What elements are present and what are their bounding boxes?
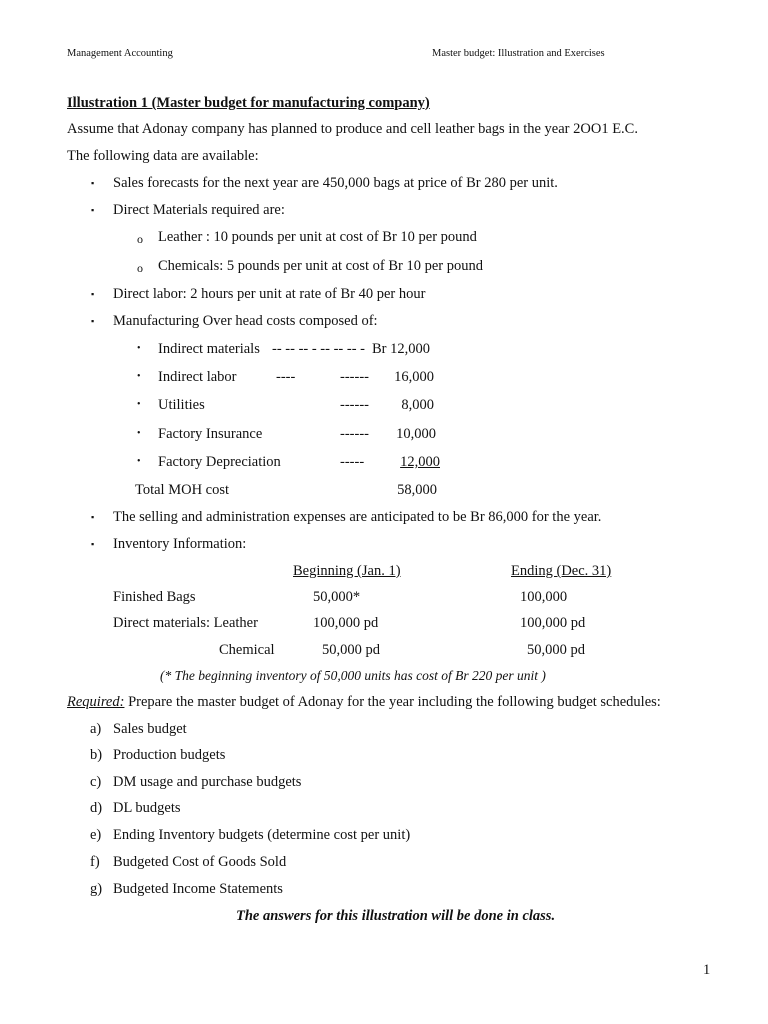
list-letter: e)	[90, 827, 102, 843]
moh-amount-indirect-materials: Br 12,000	[372, 341, 430, 357]
square-bullet-icon: ▪	[91, 205, 95, 215]
square-bullet-icon: ▪	[91, 289, 95, 299]
moh-label-factory-insurance: Factory Insurance	[158, 426, 263, 442]
round-bullet-icon: •	[137, 399, 141, 410]
page-number: 1	[703, 962, 711, 978]
moh-label-indirect-materials: Indirect materials	[158, 341, 260, 357]
col-header-ending: Ending (Dec. 31)	[511, 563, 612, 579]
moh-amount-factory-depreciation: 12,000	[400, 454, 440, 470]
moh-label-indirect-labor: Indirect labor	[158, 369, 237, 385]
dm-item-chemicals: Chemicals: 5 pounds per unit at cost of Br 10 per pound	[158, 258, 483, 274]
circle-bullet-icon: o	[137, 261, 143, 275]
list-letter: a)	[90, 721, 102, 737]
round-bullet-icon: •	[137, 343, 141, 354]
header-right: Master budget: Illustration and Exercises	[432, 48, 605, 59]
moh-dashes: -- -- -- - -- -- -- -	[272, 341, 365, 357]
moh-amount-indirect-labor: 16,000	[394, 369, 434, 385]
moh-dashes: ------	[340, 369, 369, 385]
round-bullet-icon: •	[137, 428, 141, 439]
inventory-ending-value: 100,000	[520, 589, 568, 605]
inventory-ending-value: 100,000 pd	[520, 615, 586, 631]
moh-dashes: ------	[340, 397, 369, 413]
moh-total-label: Total MOH cost	[135, 482, 230, 498]
list-item: Sales budget	[113, 721, 187, 737]
square-bullet-icon: ▪	[91, 178, 95, 188]
bullet-sales: Sales forecasts for the next year are 450,000 bags at price of Br 280 per unit.	[113, 175, 558, 191]
square-bullet-icon: ▪	[91, 316, 95, 326]
inventory-note: (* The beginning inventory of 50,000 units has cost of Br 220 per unit )	[160, 668, 546, 683]
square-bullet-icon: ▪	[91, 512, 95, 522]
inventory-beginning-value: 100,000 pd	[313, 615, 379, 631]
moh-total-amount: 58,000	[397, 482, 437, 498]
intro-line-2: The following data are available:	[67, 148, 259, 164]
list-item: Production budgets	[113, 747, 226, 763]
list-item: DM usage and purchase budgets	[113, 774, 302, 790]
bullet-moh: Manufacturing Over head costs composed of:	[113, 313, 378, 329]
inventory-beginning-value: 50,000 pd	[322, 642, 380, 658]
moh-amount-factory-insurance: 10,000	[396, 426, 436, 442]
col-header-beginning: Beginning (Jan. 1)	[293, 563, 401, 579]
round-bullet-icon: •	[137, 456, 141, 467]
dm-item-leather: Leather : 10 pounds per unit at cost of Br 10 per pound	[158, 229, 477, 245]
inventory-row-label: Direct materials: Leather	[113, 615, 258, 631]
inventory-ending-value: 50,000 pd	[527, 642, 585, 658]
inventory-beginning-value: 50,000*	[313, 589, 361, 605]
closing-note: The answers for this illustration will be done in class.	[236, 908, 556, 924]
list-letter: g)	[90, 881, 103, 897]
bullet-selling-admin: The selling and administration expenses are anticipated to be Br 86,000 for the year.	[113, 509, 602, 525]
moh-label-utilities: Utilities	[158, 397, 205, 413]
circle-bullet-icon: o	[137, 232, 143, 246]
required-paragraph	[67, 694, 661, 711]
header-left: Management Accounting	[67, 48, 173, 59]
moh-dashes: -----	[340, 454, 365, 470]
list-letter: d)	[90, 800, 103, 816]
bullet-direct-materials: Direct Materials required are:	[113, 202, 285, 218]
moh-dashes: ----	[276, 369, 296, 385]
inventory-row-label: Finished Bags	[113, 589, 196, 605]
bullet-inventory: Inventory Information:	[113, 536, 247, 552]
required-label: Required:	[67, 694, 125, 710]
list-item: DL budgets	[113, 800, 181, 816]
list-item: Budgeted Cost of Goods Sold	[113, 854, 287, 870]
moh-amount-utilities: 8,000	[401, 397, 434, 413]
square-bullet-icon: ▪	[91, 539, 95, 549]
round-bullet-icon: •	[137, 371, 141, 382]
moh-dashes: ------	[340, 426, 369, 442]
required-text: Prepare the master budget of Adonay for the year including the following budget schedules:	[124, 694, 661, 710]
page-title: Illustration 1 (Master budget for manufacturing company)	[67, 95, 430, 111]
list-letter: b)	[90, 747, 103, 763]
list-item: Ending Inventory budgets (determine cost per unit)	[113, 827, 411, 843]
inventory-row-label: Chemical	[219, 642, 275, 658]
bullet-direct-labor: Direct labor: 2 hours per unit at rate of Br 40 per hour	[113, 286, 426, 302]
list-item: Budgeted Income Statements	[113, 881, 283, 897]
intro-line-1: Assume that Adonay company has planned to produce and cell leather bags in the year 2OO1 E.C.	[67, 121, 638, 137]
list-letter: f)	[90, 854, 100, 870]
list-letter: c)	[90, 774, 102, 790]
moh-label-factory-depreciation: Factory Depreciation	[158, 454, 281, 470]
